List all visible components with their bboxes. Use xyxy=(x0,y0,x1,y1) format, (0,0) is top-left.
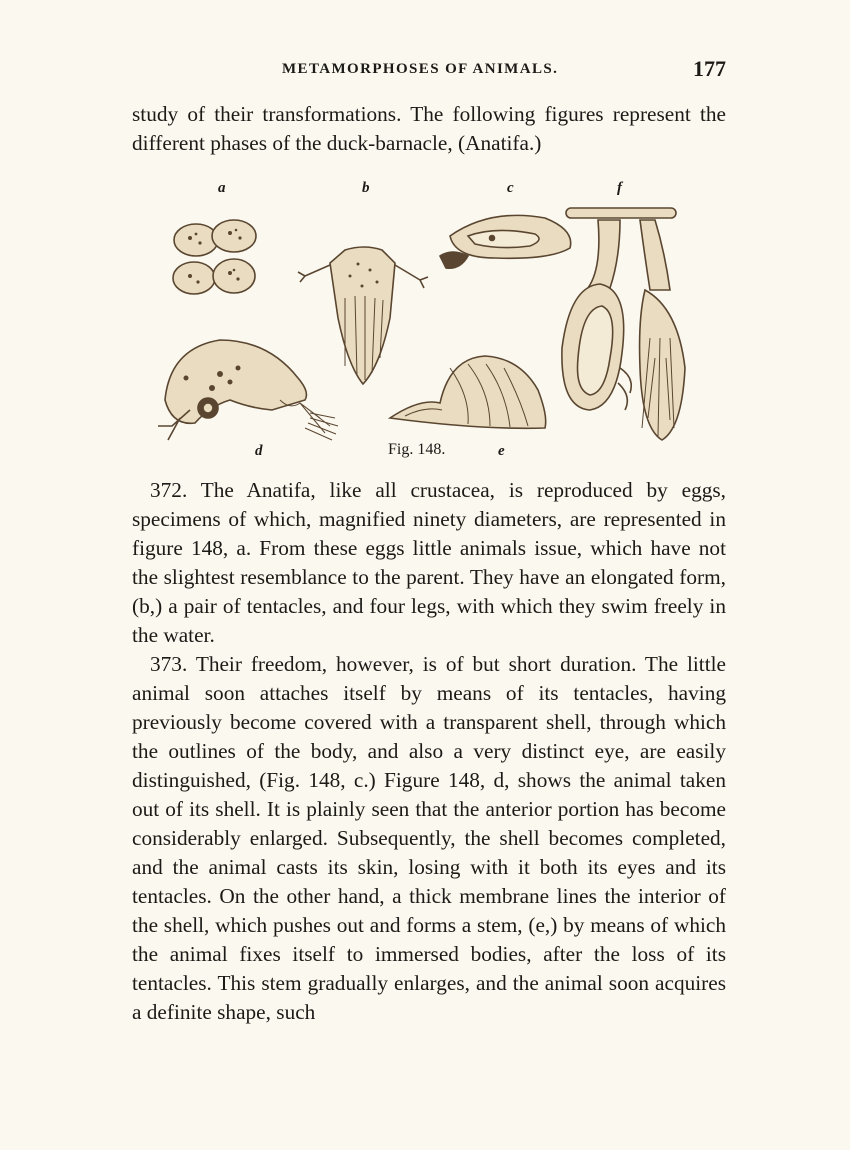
intro-paragraph: study of their transformations. The following figures represent the different phases of the duck-barnacle, (Anatifa.) xyxy=(132,102,726,155)
paragraph-text: The Anatifa, like all crustacea, is reproduced by eggs, specimens of which, magnified ninety diameters, are represented in figure 148, a. From these eggs little animals issue, which have not the slightest resemblance to the parent. They have an elongated form, (b,) a pair of tentacles, and four legs, with which they swim freely in the water. xyxy=(132,478,726,647)
page-number: 177 xyxy=(693,56,726,81)
larva-drawing xyxy=(298,247,428,384)
figure-label-e: e xyxy=(498,443,505,459)
intro-text-block xyxy=(132,100,726,158)
paragraph-372 xyxy=(132,476,726,650)
figure-caption: Fig. 148. xyxy=(388,441,446,458)
adult-barnacle-drawing xyxy=(562,208,685,440)
paragraph-number: 372. xyxy=(150,478,188,502)
eggs-drawing xyxy=(173,220,256,294)
figure-label-f: f xyxy=(617,180,622,196)
shelled-larva-drawing xyxy=(440,215,571,268)
young-barnacle-drawing xyxy=(390,356,546,428)
running-title: METAMORPHOSES OF ANIMALS. xyxy=(282,61,559,77)
paragraph-text: Their freedom, however, is of but short duration. The little animal soon attaches itself by means of its tentacles, having previously become covered with a transparent shell, through which the outlines of the body, and also a very distinct eye, are easily distinguished, (Fig. 148, c.) Figure 148, d, shows the animal taken out of its shell. It is plainly seen that the anterior portion has become considerably enlarged. Subsequently, the shell becomes completed, and the animal casts its skin, losing with it both its eyes and its tentacles. On the other hand, a thick membrane lines the interior of the shell, which pushes out and forms a stem, (e,) by means of which the animal fixes itself to immersed bodies, after the loss of its tentacles. This stem gradually enlarges, and the animal soon acquires a definite shape, such xyxy=(132,652,726,1024)
figure-label-a: a xyxy=(218,180,226,196)
figure-148 xyxy=(150,178,710,468)
body-text-block xyxy=(132,476,726,1027)
figure-label-b: b xyxy=(362,180,370,196)
animal-without-shell-drawing xyxy=(158,340,338,440)
paragraph-373 xyxy=(132,650,726,1027)
barnacle-illustration xyxy=(150,178,710,468)
running-head xyxy=(132,56,726,86)
figure-label-d: d xyxy=(255,443,263,459)
figure-label-c: c xyxy=(507,180,514,196)
paragraph-number: 373. xyxy=(150,652,188,676)
